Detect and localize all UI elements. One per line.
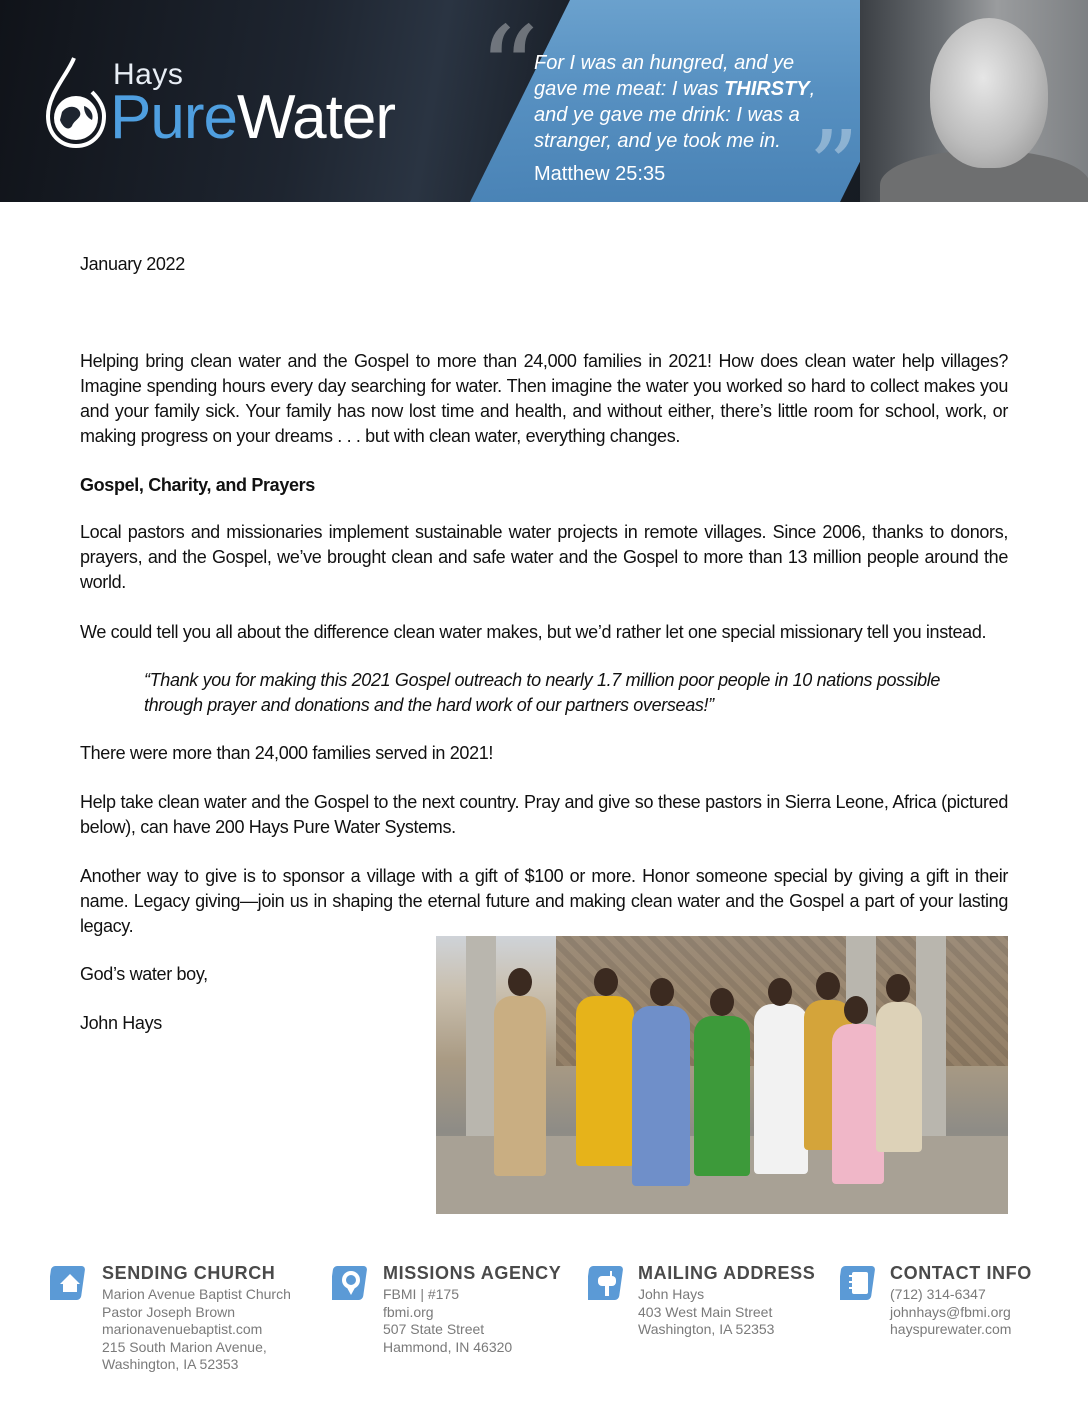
paragraph-families-served: There were more than 24,000 families served in 2021! <box>80 743 494 763</box>
photo-person-head <box>594 968 618 996</box>
photo-person <box>876 1002 922 1152</box>
photo-person <box>576 996 634 1166</box>
footer-link[interactable]: fbmi.org <box>383 1303 434 1320</box>
footer-line: Hammond, IN 46320 <box>383 1338 513 1355</box>
photo-person-head <box>508 968 532 996</box>
footer-line: Washington, IA 52353 <box>638 1321 775 1337</box>
logo-hays-text: Hays <box>113 58 184 91</box>
missionary-quote: “Thank you for making this 2021 Gospel outreach to nearly 1.7 million poor people in 10 nations possible through prayer and donations and the hard work of our partners overseas!” <box>144 670 941 715</box>
photo-person-head <box>886 974 910 1002</box>
footer-title: MAILING ADDRESS <box>638 1263 816 1283</box>
letter-closing: God’s water boy, <box>80 964 208 984</box>
photo-person <box>494 996 546 1176</box>
address-book-icon <box>840 1262 880 1302</box>
footer-line: Marion Avenue Baptist Church <box>102 1286 291 1302</box>
pastors-group-photo <box>436 936 1008 1214</box>
paragraph-missionary-intro: We could tell you all about the difference clean water makes, but we’d rather let one special missionary tell you instead. <box>80 622 987 642</box>
photo-person <box>754 1004 808 1174</box>
paragraph-local-pastors: Local pastors and missionaries implement sustainable water projects in remote villages. Since 2006, thanks to donors, prayers, and the Gospel, we’ve brought clean and safe water and the Gospel to more than 13 million people around the world. <box>80 522 1008 592</box>
intro-paragraph: Helping bring clean water and the Gospel to more than 24,000 families in 2021! How does clean water help villages? Imagine spending hours every day searching for water. Then imagine the water you worked so hard to collect makes you and your family sick. Your family has now lost time and health, and without either, there’s little room for school, work, or making progress on your dreams . . . but with clean water, everything changes. <box>80 351 1008 446</box>
verse-reference: Matthew 25:35 <box>534 163 666 185</box>
open-quote-mark: “ <box>478 2 540 141</box>
footer-line: Pastor Joseph Brown <box>102 1303 236 1320</box>
footer-title: SENDING CHURCH <box>102 1263 276 1283</box>
church-home-icon <box>50 1262 90 1302</box>
footer-link[interactable]: marionavenuebaptist.com <box>102 1321 263 1337</box>
footer-line: 507 State Street <box>383 1321 485 1337</box>
footer-email[interactable]: johnhays@fbmi.org <box>890 1303 1011 1320</box>
photo-person-head <box>710 988 734 1016</box>
mailbox-icon <box>588 1262 628 1302</box>
logo-water: Water <box>236 83 396 152</box>
photo-person-head <box>768 978 792 1006</box>
portrait-face <box>930 18 1048 168</box>
photo-person-head <box>816 972 840 1000</box>
verse-line: For I was an hungred, and ye <box>534 52 795 74</box>
footer-line: Washington, IA 52353 <box>102 1356 239 1372</box>
photo-person-head <box>844 996 868 1024</box>
verse-line: gave me meat: I was THIRSTY, <box>534 78 816 100</box>
logo-pure-water-text <box>110 82 395 153</box>
paragraph-sierra-leone: Help take clean water and the Gospel to the next country. Pray and give so these pastors in Sierra Leone, Africa (pictured below), can have 200 Hays Pure Water Systems. <box>80 792 1008 837</box>
verse-line: and ye gave me drink: I was a <box>534 104 800 126</box>
photo-person <box>632 1006 690 1186</box>
letter-signature: John Hays <box>80 1013 162 1033</box>
photo-person-head <box>650 978 674 1006</box>
verse-line: stranger, and ye took me in. <box>534 130 781 152</box>
water-drop-globe-icon <box>38 54 108 150</box>
paragraph-legacy-giving: Another way to give is to sponsor a village with a gift of $100 or more. Honor someone special by giving a gift in their name. Legacy giving—join us in shaping the eternal future and making clean water and the Gospel a part of your lasting legacy. <box>80 866 1008 936</box>
close-quote-mark: ” <box>808 109 860 202</box>
map-pin-icon <box>332 1262 372 1302</box>
section-heading: Gospel, Charity, and Prayers <box>80 475 315 495</box>
footer-line: 403 West Main Street <box>638 1303 773 1320</box>
scripture-verse <box>534 50 874 154</box>
footer-link[interactable]: hayspurewater.com <box>890 1321 1012 1337</box>
footer-line: 215 South Marion Avenue, <box>102 1338 267 1355</box>
footer-title: CONTACT INFO <box>890 1263 1032 1283</box>
verse-emphasis: THIRSTY <box>724 78 810 100</box>
footer-line: FBMI | #175 <box>383 1286 460 1302</box>
footer-title: MISSIONS AGENCY <box>383 1263 562 1283</box>
header-banner <box>0 0 1088 202</box>
letter-date: January 2022 <box>80 254 185 274</box>
photo-person <box>694 1016 750 1176</box>
footer-phone[interactable]: (712) 314-6347 <box>890 1286 986 1302</box>
footer-line: John Hays <box>638 1286 705 1302</box>
logo-pure: Pure <box>110 83 237 152</box>
